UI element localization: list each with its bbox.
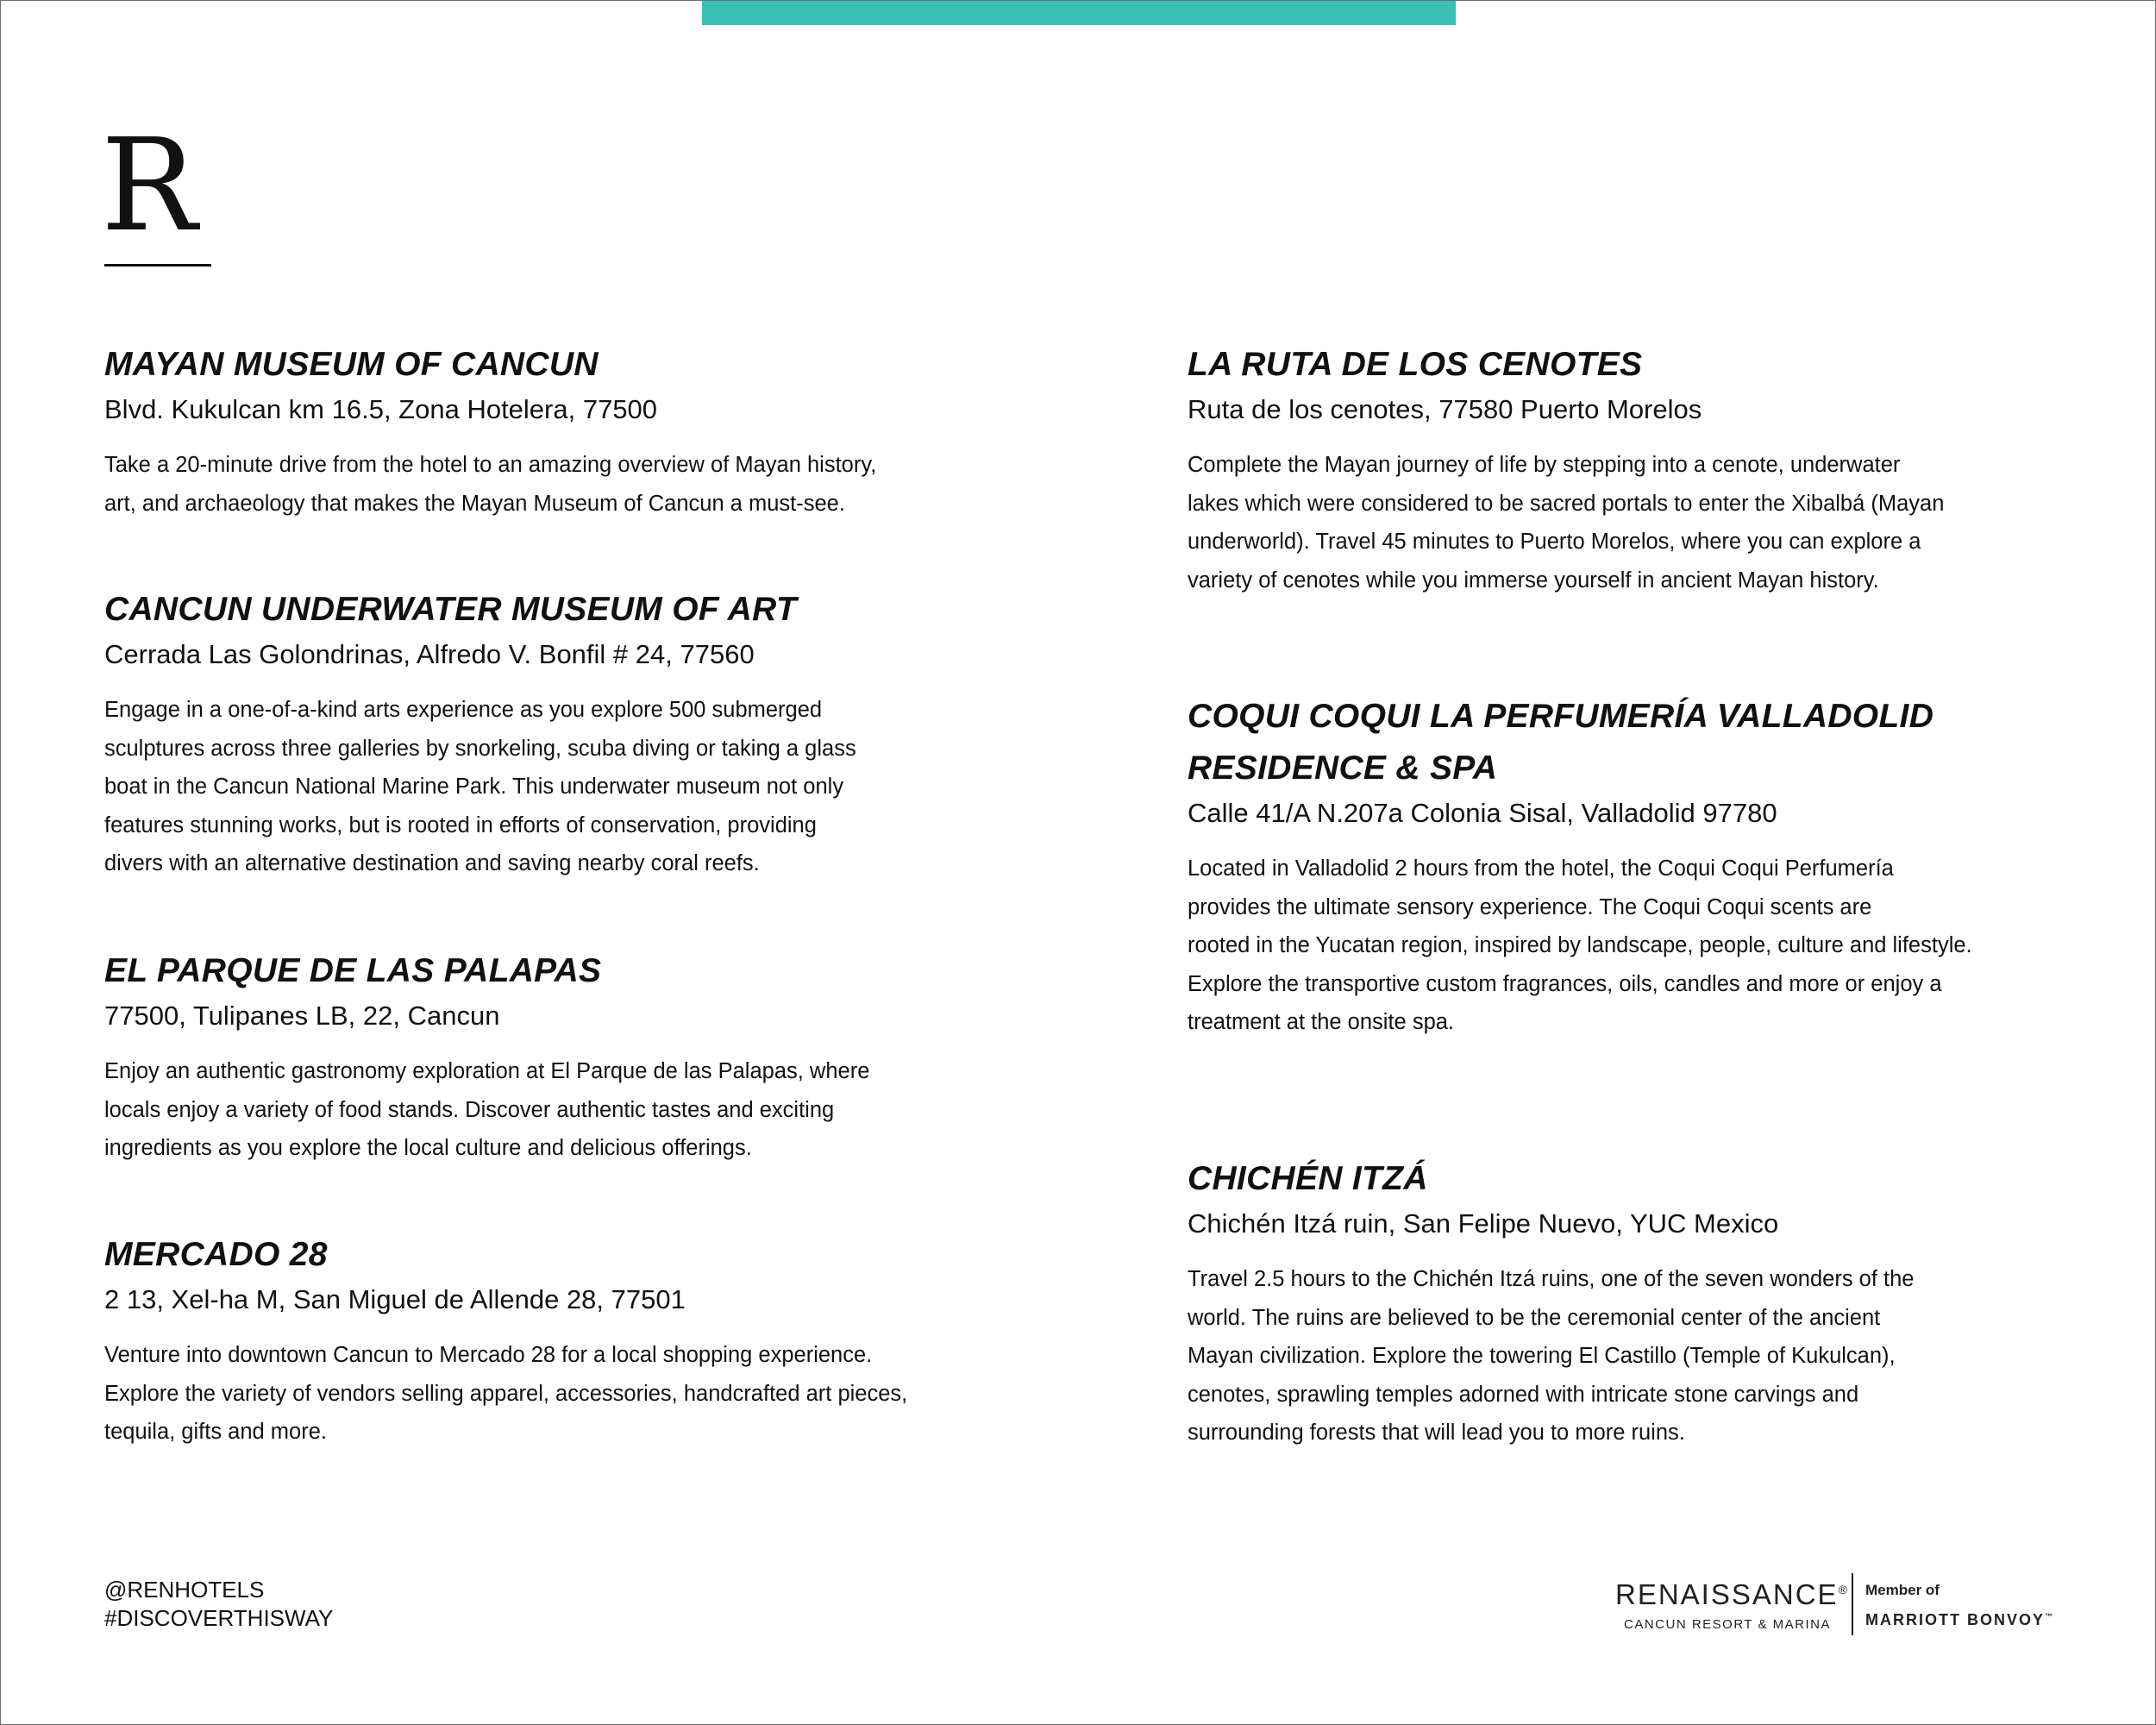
description-line: rooted in the Yucatan region, inspired by landscape, people, culture and lifestyle. (1188, 933, 1972, 957)
attraction-description (1188, 446, 2050, 599)
description-line: Enjoy an authentic gastronomy exploration at El Parque de las Palapas, where (104, 1059, 870, 1083)
top-accent-bar (702, 1, 1456, 25)
attraction-entry (1188, 691, 2050, 1042)
description-line: Mayan civilization. Explore the towering El Castillo (Temple of Kukulcan), (1188, 1344, 1896, 1368)
attraction-address: Chichén Itzá ruin, San Felipe Nuevo, YUC Mexico (1188, 1208, 1779, 1239)
attraction-address: 77500, Tulipanes LB, 22, Cancun (104, 1000, 500, 1031)
description-line: divers with an alternative destination and saving nearby coral reefs. (104, 851, 760, 875)
description-line: Complete the Mayan journey of life by stepping into a cenote, underwater (1188, 453, 1901, 477)
social-handle: @RENHOTELS (104, 1577, 265, 1603)
description-line: ingredients as you explore the local culture and delicious offerings. (104, 1136, 752, 1160)
brand-subtitle: CANCUN RESORT & MARINA (1624, 1617, 1831, 1632)
description-line: Located in Valladolid 2 hours from the hotel, the Coqui Coqui Perfumería (1188, 856, 1894, 881)
attraction-title: EL PARQUE DE LAS PALAPAS (104, 952, 602, 989)
attraction-entry (1188, 339, 2050, 599)
attraction-address: 2 13, Xel-ha M, San Miguel de Allende 28, 77501 (104, 1284, 686, 1314)
description-line: boat in the Cancun National Marine Park. This underwater museum not only (104, 775, 844, 799)
description-line: provides the ultimate sensory experience. The Coqui Coqui scents are (1188, 894, 1872, 919)
description-line: tequila, gifts and more. (104, 1420, 327, 1444)
description-line: underworld). Travel 45 minutes to Puerto Morelos, where you can explore a (1188, 530, 1921, 554)
description-line: Venture into downtown Cancun to Mercado 28 for a local shopping experience. (104, 1343, 873, 1367)
attraction-description (104, 1336, 967, 1452)
attraction-entry (1188, 1153, 2050, 1452)
attraction-title-line-2: RESIDENCE & SPA (1188, 750, 1498, 787)
marriott-bonvoy-logo (1865, 1581, 2053, 1631)
social-footer (104, 1576, 333, 1633)
description-line: Engage in a one-of-a-kind arts experience as you explore 500 submerged (104, 698, 823, 722)
renaissance-brand-logo (1615, 1572, 1847, 1634)
attraction-entry (104, 945, 967, 1168)
description-line: variety of cenotes while you immerse yourself in ancient Mayan history. (1188, 568, 1879, 593)
attraction-description (104, 1052, 967, 1168)
description-line: features stunning works, but is rooted in efforts of conservation, providing (104, 812, 817, 837)
attraction-description (104, 691, 967, 883)
renaissance-monogram-logo: R (101, 111, 197, 260)
member-brand-name: MARRIOTT BONVOY (1865, 1611, 2045, 1628)
attraction-entry (104, 339, 967, 523)
description-line: Explore the variety of vendors selling apparel, accessories, handcrafted art pieces, (104, 1381, 908, 1406)
attraction-description (1188, 1260, 2050, 1452)
description-line: surrounding forests that will lead you to more ruins. (1188, 1421, 1685, 1445)
attraction-title: CANCUN UNDERWATER MUSEUM OF ART (104, 591, 798, 628)
attraction-title: CHICHÉN ITZÁ (1188, 1160, 1428, 1197)
attraction-address: Calle 41/A N.207a Colonia Sisal, Valladolid 97780 (1188, 798, 1777, 828)
description-line: cenotes, sprawling temples adorned with intricate stone carvings and (1188, 1382, 1859, 1407)
attraction-address: Ruta de los cenotes, 77580 Puerto Morelos (1188, 394, 1702, 424)
social-hashtag: #DISCOVERTHISWAY (104, 1605, 334, 1631)
attraction-title: MERCADO 28 (104, 1236, 328, 1273)
description-line: Explore the transportive custom fragrances, oils, candles and more or enjoy a (1188, 971, 1942, 996)
description-line: Take a 20-minute drive from the hotel to an amazing overview of Mayan history, (104, 453, 877, 477)
registered-mark: ® (1838, 1583, 1847, 1596)
attraction-title: LA RUTA DE LOS CENOTES (1188, 346, 1643, 383)
attraction-address: Blvd. Kukulcan km 16.5, Zona Hotelera, 77500 (104, 394, 658, 424)
description-line: locals enjoy a variety of food stands. Discover authentic tastes and exciting (104, 1097, 835, 1122)
attraction-address: Cerrada Las Golondrinas, Alfredo V. Bonfil # 24, 77560 (104, 639, 755, 669)
description-line: lakes which were considered to be sacred portals to enter the Xibalbá (Mayan (1188, 491, 1945, 516)
logo-underline (104, 264, 211, 267)
attraction-description (1188, 850, 2050, 1042)
attraction-entry (104, 584, 967, 883)
description-line: world. The ruins are believed to be the ceremonial center of the ancient (1188, 1305, 1881, 1330)
attraction-description (104, 446, 967, 523)
brand-divider (1852, 1573, 1853, 1635)
description-line: treatment at the onsite spa. (1188, 1010, 1455, 1034)
trademark-mark: ™ (2045, 1612, 2053, 1621)
description-line: sculptures across three galleries by snorkeling, scuba diving or taking a glass (104, 736, 856, 761)
attraction-title: COQUI COQUI LA PERFUMERÍA VALLADOLID (1188, 698, 1934, 735)
brand-name: RENAISSANCE (1615, 1578, 1839, 1610)
description-line: art, and archaeology that makes the Mayan Museum of Cancun a must-see. (104, 491, 845, 516)
description-line: Travel 2.5 hours to the Chichén Itzá ruins, one of the seven wonders of the (1188, 1267, 1915, 1291)
attraction-title: MAYAN MUSEUM OF CANCUN (104, 346, 599, 383)
attraction-entry (104, 1229, 967, 1452)
member-of-label: Member of (1865, 1582, 1940, 1598)
